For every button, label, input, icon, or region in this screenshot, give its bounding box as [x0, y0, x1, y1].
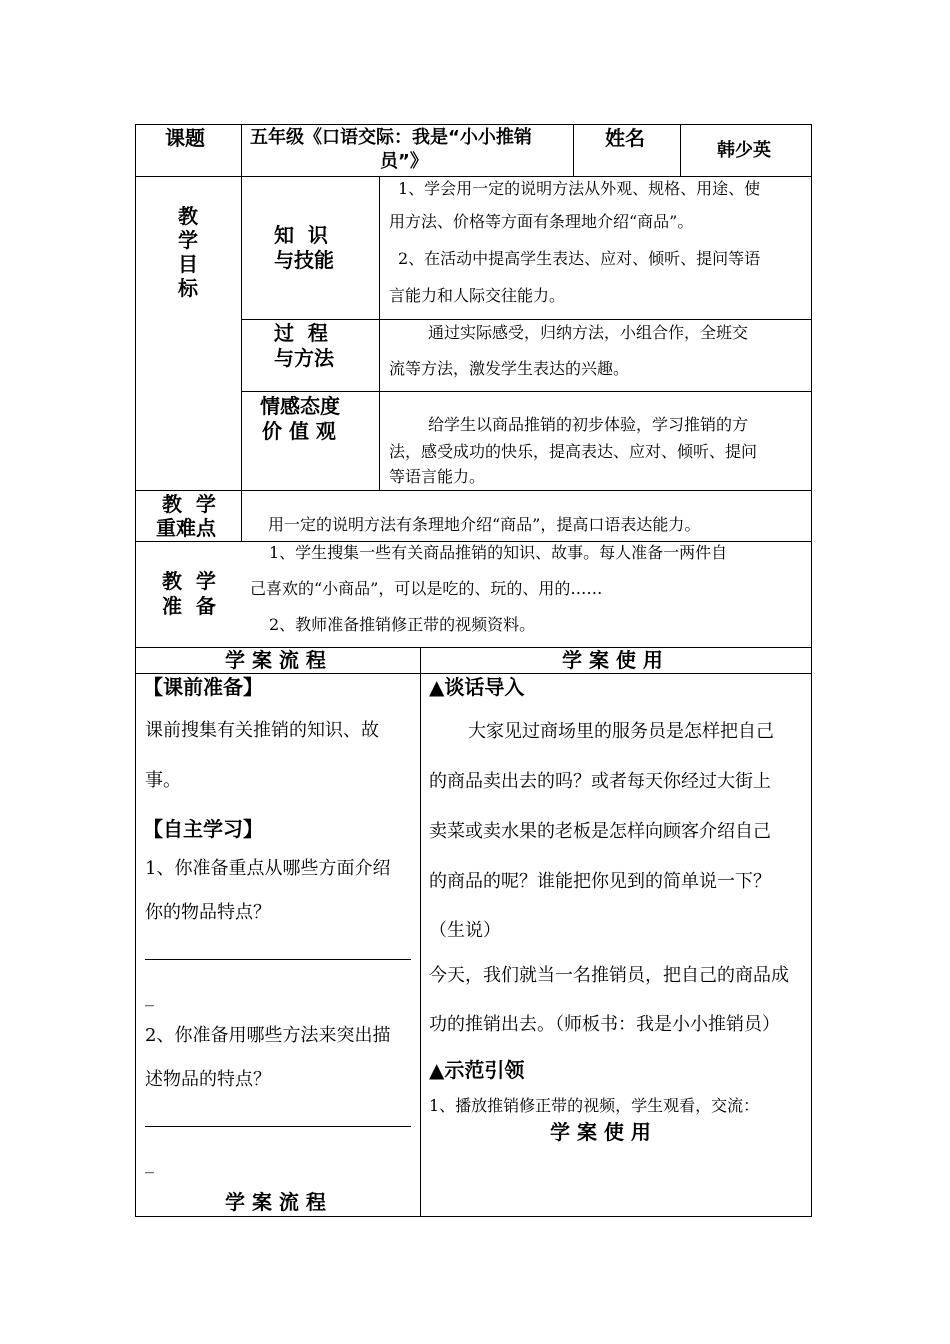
row-divider: [135, 176, 812, 177]
key-points-text: 用一定的说明方法有条理地介绍“商品”，提高口语表达能力。: [268, 515, 701, 534]
knowledge-text-line: 1、学会用一定的说明方法从外观、规格、用途、使: [398, 179, 761, 198]
preparation-text-line: 1、学生搜集一些有关商品推销的知识、故事。每人准备一两件自: [269, 543, 728, 562]
question-1-line: 你的物品特点？: [145, 902, 271, 923]
col-divider: [680, 124, 681, 177]
name-value: 韩少英: [717, 140, 771, 161]
topic-title-line2: 员”》: [380, 151, 428, 172]
question-1-line: 1、你准备重点从哪些方面介绍: [145, 858, 391, 879]
use-footer-label: 学 案 使 用: [550, 1120, 651, 1144]
row-divider: [241, 319, 812, 320]
process-text-line: 通过实际感受，归纳方法，小组合作，全班交: [428, 323, 749, 342]
demo-section-title: ▲示范引领: [429, 1058, 525, 1082]
knowledge-label-line2: 与技能: [274, 248, 334, 272]
preparation-label-line1: 教 学: [162, 569, 216, 593]
col-divider: [573, 124, 574, 177]
flow-header-left: 学 案 流 程: [225, 648, 326, 672]
flow-footer-label: 学 案 流 程: [225, 1190, 326, 1214]
preparation-text-line: 2、教师准备推销修正带的视频资料。: [269, 615, 536, 634]
col-divider: [379, 176, 380, 491]
preparation-label-line2: 准 备: [162, 594, 216, 618]
self-study-title: 【自主学习】: [143, 817, 263, 841]
name-label: 姓名: [605, 126, 645, 150]
knowledge-text-line: 言能力和人际交往能力。: [389, 286, 566, 305]
table-border-top: [135, 124, 812, 125]
pre-study-text-line: 课前搜集有关推销的知识、故: [145, 720, 379, 741]
intro-text-line: 的商品的呢？谁能把你见到的简单说一下？: [429, 871, 771, 892]
answer-2-blank-tail: _: [145, 1153, 154, 1174]
flow-header-right: 学 案 使 用: [562, 648, 663, 672]
pre-study-title: 【课前准备】: [143, 675, 263, 699]
row-divider: [135, 673, 812, 674]
answer-2-blank-line: [145, 1126, 411, 1127]
process-text-line: 流等方法，激发学生表达的兴趣。: [389, 359, 630, 378]
intro-text-line: （生说）: [429, 920, 501, 941]
process-label-line1: 过 程: [274, 321, 328, 345]
intro-text-line: 大家见过商场里的服务员是怎样把自己: [468, 721, 774, 742]
row-divider: [135, 541, 812, 542]
table-border-left: [135, 124, 136, 1217]
process-label-line2: 与方法: [274, 346, 334, 370]
col-divider: [420, 647, 421, 1217]
knowledge-text-line: 用方法、价格等方面有条理地介绍“商品”。: [389, 212, 694, 231]
intro-text-line: 今天，我们就当一名推销员，把自己的商品成: [429, 965, 789, 986]
intro-text-line: 的商品卖出去的吗？或者每天你经过大街上: [429, 771, 771, 792]
pre-study-text-line: 事。: [145, 770, 181, 791]
row-divider: [241, 391, 812, 392]
objectives-label: 教 学 目 标: [178, 204, 198, 300]
knowledge-text-line: 2、在活动中提高学生表达、应对、倾听、提问等语: [398, 249, 761, 268]
answer-1-blank-line: [145, 959, 411, 960]
intro-section-title: ▲谈话导入: [429, 675, 525, 699]
answer-1-blank-tail: _: [145, 986, 154, 1007]
row-divider: [135, 490, 812, 491]
emotion-text-line: 给学生以商品推销的初步体验，学习推销的方: [428, 415, 749, 434]
col-divider: [241, 124, 242, 542]
knowledge-label-line1: 知 识: [274, 223, 328, 247]
question-2-line: 2、你准备用哪些方法来突出描: [145, 1025, 391, 1046]
topic-title-line1: 五年级《口语交际：我是“小小推销: [250, 127, 532, 148]
emotion-label-line2: 价 值 观: [262, 419, 336, 443]
emotion-label-line1: 情感态度: [260, 394, 340, 418]
question-2-line: 述物品的特点？: [145, 1069, 271, 1090]
emotion-text-line: 等语言能力。: [389, 467, 486, 486]
table-border-right: [811, 124, 812, 1217]
intro-text-line: 功的推销出去。（师板书：我是小小推销员）: [429, 1014, 780, 1035]
key-points-label-line2: 重难点: [156, 516, 216, 540]
topic-label: 课题: [165, 126, 205, 150]
intro-text-line: 卖菜或卖水果的老板是怎样向顾客介绍自己: [429, 821, 771, 842]
demo-text-line: 1、播放推销修正带的视频，学生观看，交流：: [429, 1096, 760, 1115]
preparation-text-line: 己喜欢的“小商品”，可以是吃的、玩的、用的……: [250, 579, 603, 598]
table-border-bottom: [135, 1216, 812, 1217]
emotion-text-line: 法，感受成功的快乐，提高表达、应对、倾听、提问: [389, 442, 758, 461]
key-points-label-line1: 教 学: [162, 492, 216, 516]
